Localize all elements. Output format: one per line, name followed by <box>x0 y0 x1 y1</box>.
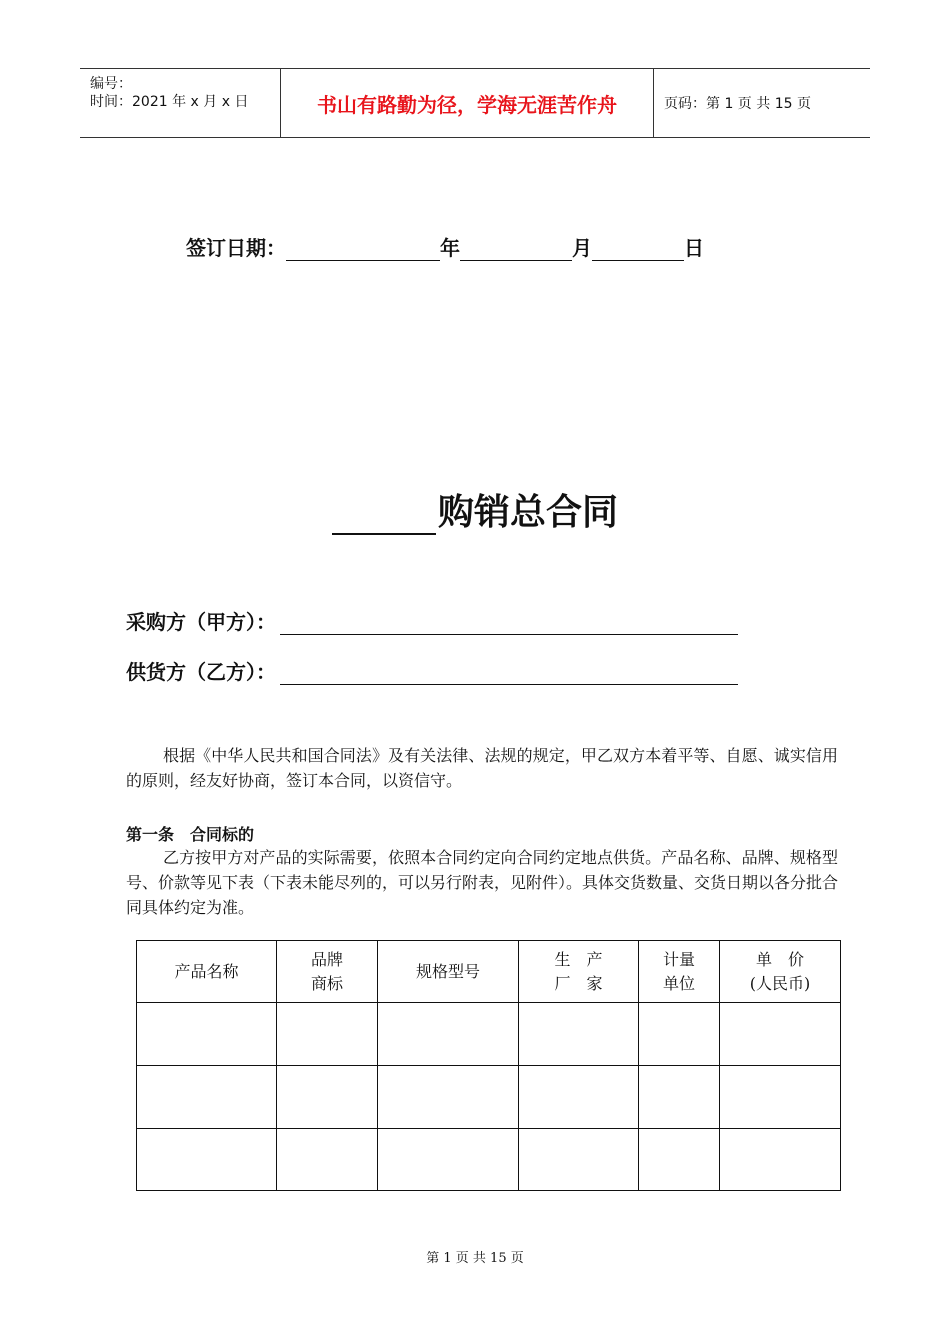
page-header <box>80 68 870 138</box>
table-cell[interactable] <box>137 1129 277 1191</box>
table-cell[interactable] <box>277 1003 378 1066</box>
year-label: 年 <box>440 236 460 260</box>
seller-blank[interactable] <box>280 664 738 685</box>
header-spec-model: 规格型号 <box>378 941 519 1003</box>
table-cell[interactable] <box>137 1003 277 1066</box>
page-count-label: 页码：第 1 页 共 15 页 <box>664 96 811 112</box>
table-cell[interactable] <box>720 1003 841 1066</box>
day-label: 日 <box>684 236 704 260</box>
header-unit: 计量 单位 <box>639 941 720 1003</box>
number-label: 编号： <box>90 76 132 92</box>
sign-date-line <box>186 232 704 261</box>
buyer-line <box>126 606 738 635</box>
table-cell[interactable] <box>519 1003 639 1066</box>
title-blank[interactable] <box>332 497 436 535</box>
header-meta-cell <box>80 69 281 137</box>
table-cell[interactable] <box>720 1129 841 1191</box>
sign-date-label: 签订日期： <box>186 236 286 260</box>
article-body: 乙方按甲方对产品的实际需要，依照本合同约定向合同约定地点供货。产品名称、品牌、规格型号、价款等见下表（下表未能尽列的，可以另行附表，见附件）。具体交货数量、交货日期以各分批合同具体约定为准。 <box>126 848 839 917</box>
header-unit-price: 单 价 (人民币) <box>720 941 841 1003</box>
header-manufacturer: 生 产 厂 家 <box>519 941 639 1003</box>
table-row <box>137 1003 841 1066</box>
table-cell[interactable] <box>639 1003 720 1066</box>
product-table <box>136 940 841 1191</box>
month-blank[interactable] <box>460 240 572 261</box>
table-row <box>137 1066 841 1129</box>
seller-label: 供货方（乙方）： <box>126 660 276 684</box>
time-label: 时间：2021 年 x 月 x 日 <box>90 94 249 110</box>
table-header-row <box>137 941 841 1003</box>
table-cell[interactable] <box>519 1066 639 1129</box>
table-cell[interactable] <box>378 1066 519 1129</box>
title-text: 购销总合同 <box>437 492 618 533</box>
page-footer: 第 1 页 共 15 页 <box>426 1251 524 1266</box>
contract-title <box>0 484 950 535</box>
header-motto-cell <box>281 69 654 137</box>
table-cell[interactable] <box>378 1003 519 1066</box>
header-brand: 品牌 商标 <box>277 941 378 1003</box>
buyer-blank[interactable] <box>280 614 738 635</box>
header-product-name: 产品名称 <box>137 941 277 1003</box>
buyer-label: 采购方（甲方）： <box>126 610 276 634</box>
year-blank[interactable] <box>286 240 440 261</box>
month-label: 月 <box>572 236 592 260</box>
table-cell[interactable] <box>639 1066 720 1129</box>
table-cell[interactable] <box>277 1129 378 1191</box>
intro-paragraph: 根据《中华人民共和国合同法》及有关法律、法规的规定，甲乙双方本着平等、自愿、诚实信用的原则，经友好协商，签订本合同，以资信守。 <box>126 746 838 790</box>
table-cell[interactable] <box>137 1066 277 1129</box>
table-cell[interactable] <box>378 1129 519 1191</box>
seller-line <box>126 656 738 685</box>
table-cell[interactable] <box>277 1066 378 1129</box>
day-blank[interactable] <box>592 240 684 261</box>
table-cell[interactable] <box>720 1066 841 1129</box>
motto-text: 书山有路勤为径，学海无涯苦作舟 <box>317 92 617 117</box>
article-heading: 第一条 合同标的 <box>126 825 255 844</box>
table-row <box>137 1129 841 1191</box>
table-cell[interactable] <box>639 1129 720 1191</box>
table-cell[interactable] <box>519 1129 639 1191</box>
